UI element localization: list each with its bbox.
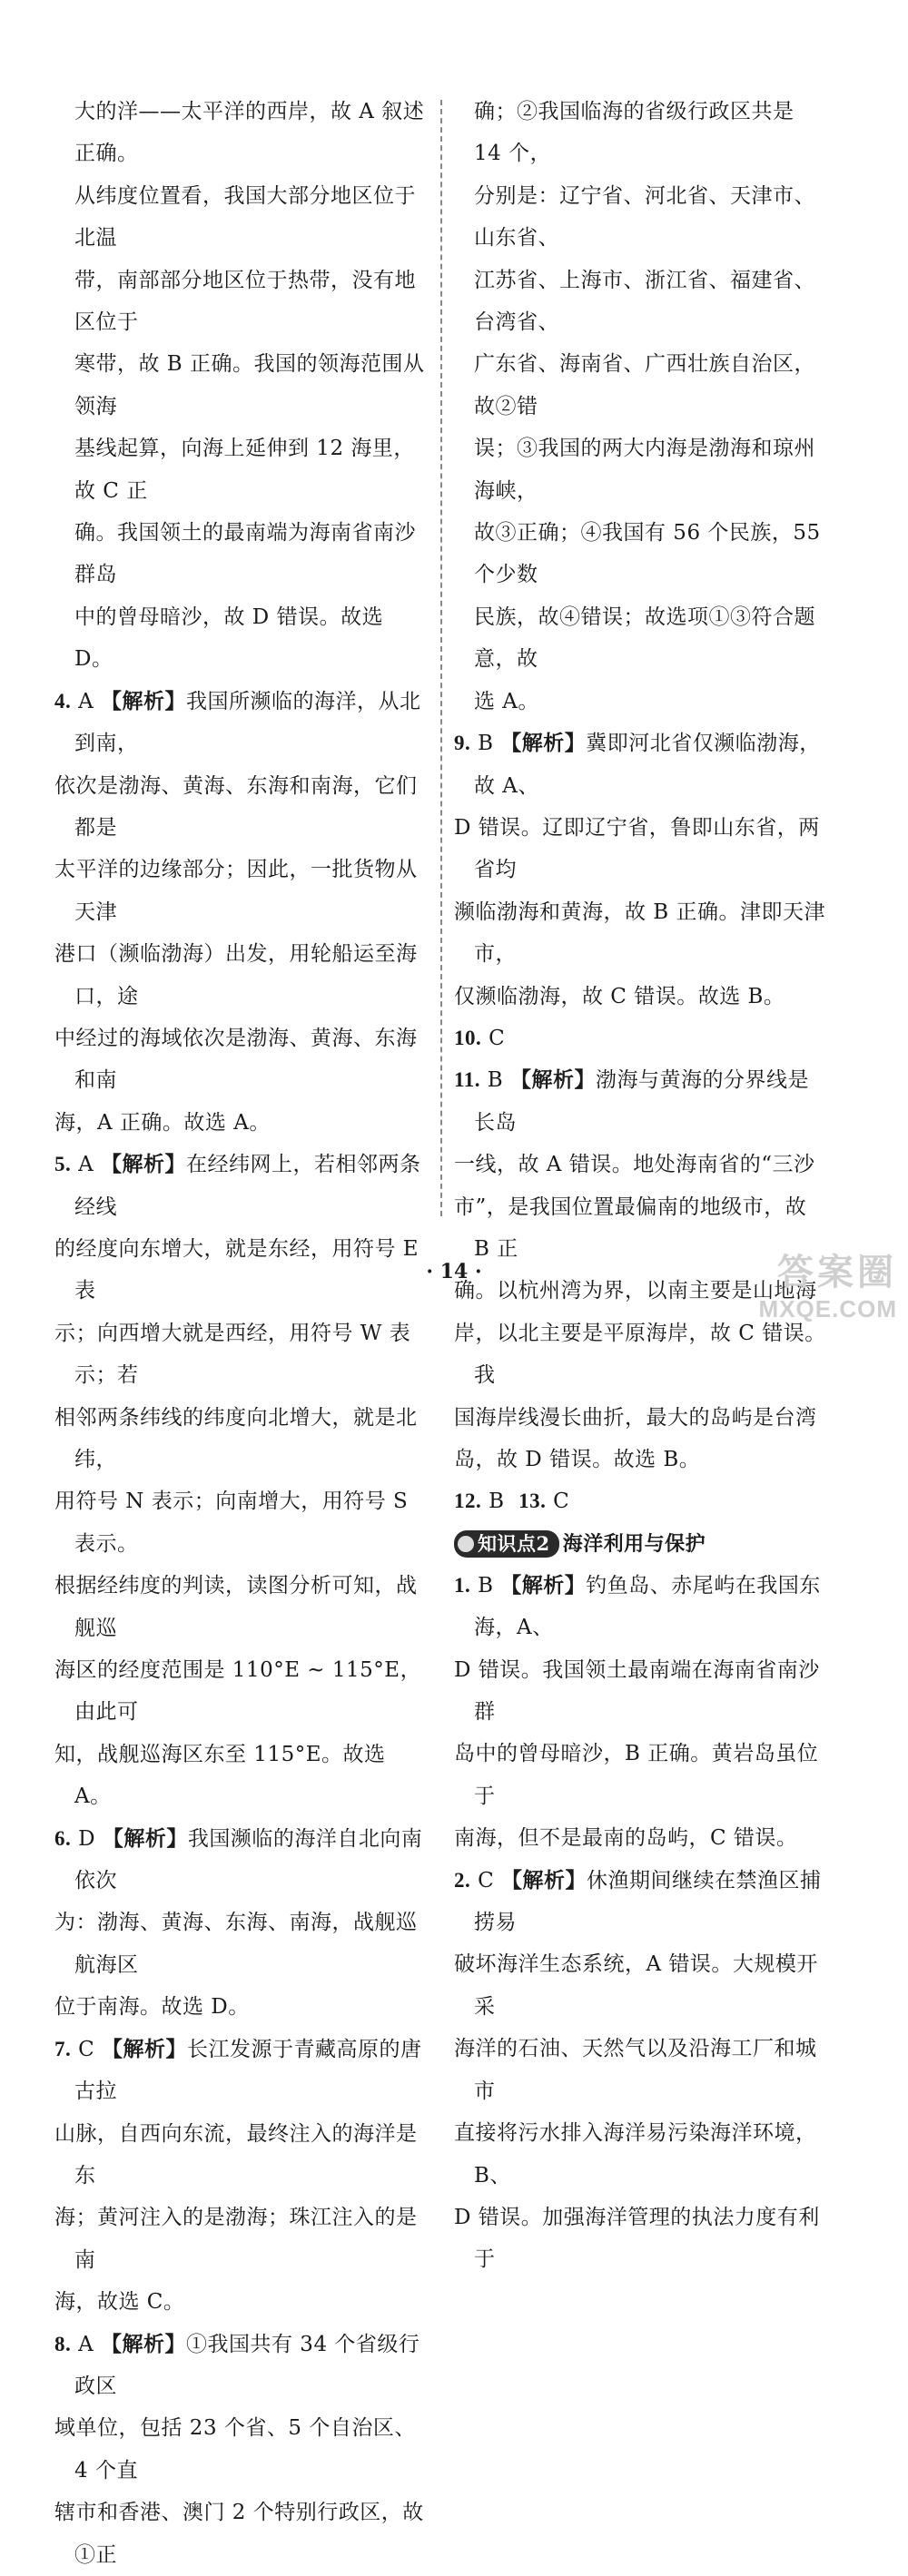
item-number: 13. — [518, 1490, 547, 1513]
analysis-tag: 【解析】 — [500, 1572, 587, 1598]
text-line: 示；向西增大就是西经，用符号 W 表示；若 — [54, 1321, 411, 1388]
right-column — [454, 91, 826, 2281]
text-line: 大的洋——太平洋的西岸，故 A 叙述正确。 — [74, 100, 425, 166]
text-line: 基线起算，向海上延伸到 12 海里，故 C 正 — [74, 437, 415, 503]
answer-item-s2-2 — [454, 1860, 826, 2281]
text-line: 国海岸线漫长曲折，最大的岛屿是台湾 — [454, 1405, 817, 1430]
item-answer: B — [489, 1490, 505, 1514]
item-number: 9. — [454, 732, 471, 755]
watermark-logo — [759, 1244, 897, 1323]
answer-item-5 — [54, 1144, 427, 1818]
text-line: 仅濒临渤海，故 C 错误。故选 B。 — [454, 984, 785, 1008]
text-line: 海；黄河注入的是渤海；珠江注入的是南 — [54, 2206, 418, 2272]
item-number: 4. — [54, 689, 72, 713]
text-line: 海洋的石油、天然气以及沿海工厂和城市 — [454, 2037, 817, 2103]
item-number: 1. — [454, 1573, 471, 1597]
analysis-tag: 【解析】 — [510, 1067, 597, 1093]
analysis-tag: 【解析】 — [101, 2036, 187, 2061]
section-title: 海洋利用与保护 — [562, 1531, 706, 1556]
answer-item-4 — [54, 681, 427, 1144]
item-answer: D — [78, 1826, 96, 1851]
text-line: 岛中的曾母暗沙，B 正确。黄岩岛虽位于 — [454, 1742, 819, 1808]
text-line: 江苏省、上海市、浙江省、福建省、台湾省、 — [474, 268, 815, 335]
text-line: 位于南海。故选 D。 — [54, 1995, 250, 2020]
text-line: 故③正确；④我国有 56 个民族，55 个少数 — [474, 521, 821, 587]
item-number: 6. — [54, 1826, 72, 1850]
item-number: 12. — [454, 1490, 482, 1513]
answer-item-6 — [54, 1818, 427, 2029]
analysis-tag: 【解析】 — [500, 1867, 587, 1893]
text-line: 岸，以北主要是平原海岸，故 C 错误。我 — [454, 1321, 826, 1388]
item-answer: B — [478, 732, 494, 756]
item-answer: A — [78, 689, 94, 713]
watermark-text: 答案圈 — [777, 1253, 897, 1293]
text-line: 一线，故 A 错误。地处海南省的“三沙 — [454, 1153, 815, 1177]
item-answer: C — [489, 1026, 506, 1050]
text-line: 濒临渤海和黄海，故 B 正确。津即天津市， — [454, 900, 826, 967]
analysis-tag: 【解析】 — [102, 1825, 188, 1851]
analysis-tag: 【解析】 — [101, 2331, 186, 2356]
item-number: 2. — [454, 1868, 471, 1892]
item-answer: C — [478, 1868, 495, 1893]
item-number: 11. — [454, 1068, 480, 1092]
column-divider — [440, 100, 442, 1216]
analysis-tag: 【解析】 — [101, 688, 186, 713]
text-line: D 错误。辽即辽宁省，鲁即山东省，两省均 — [454, 815, 820, 882]
item-number: 10. — [454, 1026, 482, 1049]
text-line: 钓鱼岛、赤尾屿在我国东海，A、 — [474, 1573, 821, 1640]
right-continuation — [454, 91, 826, 723]
text-line: 相邻两条纬线的纬度向北增大，就是北纬， — [54, 1405, 418, 1471]
text-line: 直接将污水排入海洋易污染海洋环境，B、 — [454, 2121, 817, 2188]
text-line: 渤海与黄海的分界线是长岛 — [474, 1068, 810, 1135]
left-continuation — [54, 91, 427, 681]
analysis-tag: 【解析】 — [101, 1152, 186, 1177]
text-line: 的经度向东增大，就是东经，用符号 E 表 — [54, 1236, 419, 1303]
answer-item-8 — [54, 2324, 427, 2576]
text-line: 在经纬网上，若相邻两条经线 — [74, 1153, 421, 1219]
item-answer: C — [553, 1490, 570, 1514]
text-line: D 错误。加强海洋管理的执法力度有利于 — [454, 2205, 820, 2272]
item-number: 5. — [54, 1153, 72, 1176]
text-line: 岛，故 D 错误。故选 B。 — [454, 1448, 701, 1471]
text-line: 寒带，故 B 正确。我国的领海范围从领海 — [74, 352, 425, 418]
text-line: 依次是渤海、黄海、东海和南海，它们都是 — [54, 773, 418, 840]
knowledge-point-badge — [454, 1530, 559, 1558]
item-answer: B — [487, 1068, 504, 1093]
item-number: 8. — [54, 2332, 72, 2355]
text-line: 确。我国领土的最南端为海南省南沙群岛 — [74, 521, 416, 587]
answer-items-12-13 — [454, 1480, 826, 1522]
text-line: 确；②我国临海的省级行政区共是 14 个， — [474, 100, 794, 166]
text-line: 为：渤海、黄海、东海、南海，战舰巡航海区 — [54, 1911, 418, 1977]
text-line: 海，A 正确。故选 A。 — [54, 1110, 271, 1135]
text-line: 我国濒临的海洋自北向南依次 — [74, 1826, 423, 1893]
text-line: 选 A。 — [474, 689, 539, 713]
badge-dot-icon — [458, 1536, 474, 1552]
item-answer: A — [78, 2332, 94, 2356]
text-line: 误；③我国的两大内海是渤海和琼州海峡， — [474, 437, 815, 503]
text-line: 山脉，自西向东流，最终注入的海洋是东 — [54, 2121, 418, 2188]
answer-item-7 — [54, 2029, 427, 2324]
text-line: 域单位，包括 23 个省、5 个自治区、4 个直 — [54, 2416, 416, 2483]
analysis-tag: 【解析】 — [500, 731, 587, 756]
text-line: 休渔期间继续在禁渔区捕捞易 — [474, 1868, 822, 1935]
item-answer: A — [78, 1153, 94, 1177]
text-line: 冀即河北省仅濒临渤海，故 A、 — [474, 732, 821, 798]
left-column — [54, 91, 427, 2576]
item-number: 7. — [54, 2037, 72, 2060]
text-line: 中经过的海域依次是渤海、黄海、东海和南 — [54, 1026, 418, 1093]
answer-item-9 — [454, 723, 826, 1018]
text-line: 广东省、海南省、广西壮族自治区，故②错 — [474, 352, 815, 418]
text-line: 分别是：辽宁省、河北省、天津市、山东省、 — [474, 183, 815, 251]
section-heading — [454, 1523, 826, 1565]
text-line: D 错误。我国领土最南端在海南省南沙群 — [454, 1657, 820, 1725]
badge-label: 知识点2 — [478, 1531, 550, 1555]
text-line: 港口（濒临渤海）出发，用轮船运至海口，途 — [54, 942, 418, 1008]
text-line: 破坏海洋生态系统，A 错误。大规模开采 — [454, 1952, 818, 2019]
text-line: 海，故选 C。 — [54, 2290, 185, 2315]
watermark-url: MXQE.COM — [758, 1295, 897, 1322]
text-line: 辖市和香港、澳门 2 个特别行政区，故①正 — [54, 2501, 424, 2567]
answer-item-10 — [454, 1018, 826, 1059]
text-line: 确。以杭州湾为界，以南主要是山地海 — [454, 1279, 817, 1303]
text-line: 中的曾母暗沙，故 D 错误。故选 D。 — [74, 605, 384, 672]
page-number: · 14 · — [426, 1260, 482, 1283]
text-line: 海区的经度范围是 110°E ~ 115°E，由此可 — [54, 1658, 422, 1725]
answer-item-s2-1 — [454, 1565, 826, 1860]
item-answer: C — [78, 2037, 95, 2061]
text-line: 南海，但不是最南的岛屿，C 错误。 — [454, 1826, 798, 1851]
text-line: 市”，是我国位置最偏南的地级市，故 B 正 — [454, 1195, 807, 1261]
text-line: 长江发源于青藏高原的唐古拉 — [74, 2037, 422, 2104]
text-line: 民族，故④错误；故选项①③符合题意，故 — [474, 605, 815, 672]
item-answer: B — [478, 1573, 494, 1598]
text-line: 我国所濒临的海洋，从北到南， — [74, 689, 421, 756]
text-line: 从纬度位置看，我国大部分地区位于北温 — [74, 183, 416, 251]
text-line: 根据经纬度的判读，读图分析可知，战舰巡 — [54, 1574, 418, 1640]
text-line: 用符号 N 表示；向南增大，用符号 S 表示。 — [54, 1490, 409, 1556]
text-line: 知，战舰巡海区东至 115°E。故选 A。 — [54, 1742, 386, 1809]
text-line: ①我国共有 34 个省级行政区 — [74, 2332, 420, 2398]
text-line: 带，南部部分地区位于热带，没有地区位于 — [74, 268, 416, 335]
text-line: 太平洋的边缘部分；因此，一批货物从天津 — [54, 858, 418, 924]
